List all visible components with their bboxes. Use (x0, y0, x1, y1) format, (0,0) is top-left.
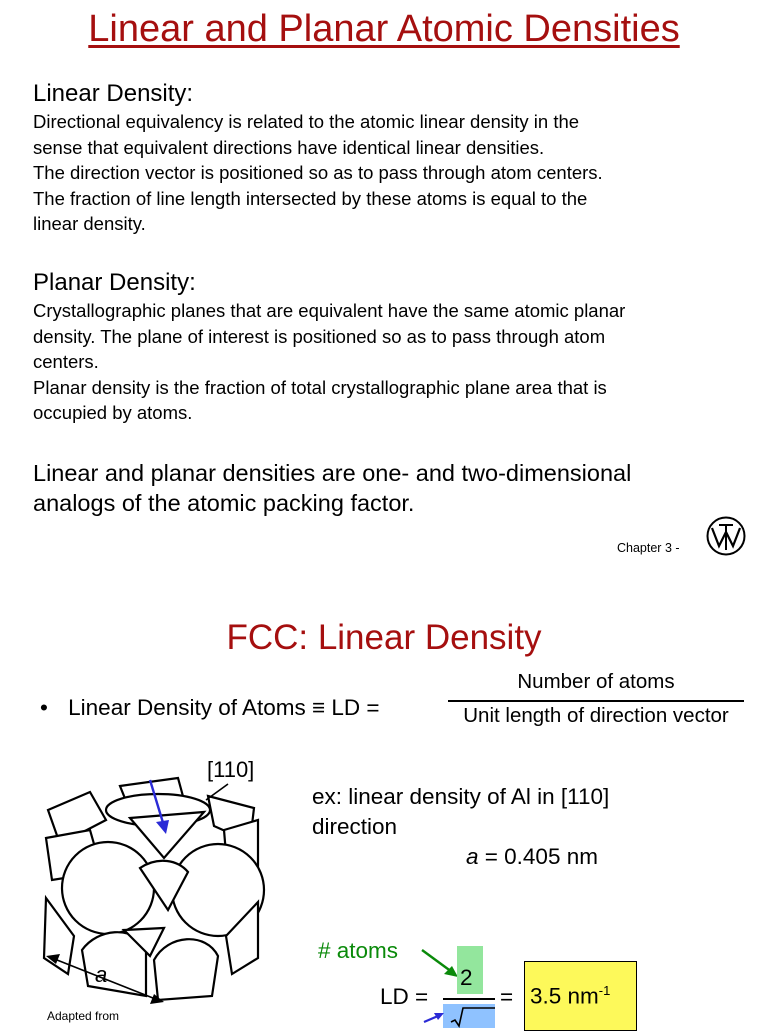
linear-density-heading: Linear Density: (33, 80, 194, 107)
analog-text (33, 458, 631, 518)
ld-definition-text: Linear Density of Atoms ≡ LD = (68, 695, 380, 720)
a-value: = 0.405 nm (478, 844, 598, 869)
result-number: 3.5 nm (530, 983, 599, 1009)
a-variable: a (466, 844, 479, 869)
text-line: density. The plane of interest is positioned so as to pass through atom (33, 325, 606, 347)
slide-title-fcc: FCC: Linear Density (226, 618, 542, 657)
chapter-footer: Chapter 3 - (617, 541, 680, 555)
equals-sign: = (500, 984, 514, 1009)
text-line: ex: linear density of Al in [110] (312, 784, 610, 809)
text-line: analogs of the atomic packing factor. (33, 490, 415, 516)
bullet: • (40, 695, 48, 720)
text-line: Directional equivalency is related to the atomic linear density in the (33, 111, 580, 132)
green-arrow-icon (418, 946, 460, 982)
text-line: occupied by atoms. (33, 402, 193, 423)
text-line: Linear and planar densities are one- and two-dimensional (33, 460, 632, 486)
numerator-value: 2 (460, 965, 473, 990)
fcc-unit-cell-illustration (28, 760, 278, 1010)
result-value (530, 983, 610, 1010)
example-text (312, 782, 692, 842)
planar-density-text (33, 298, 625, 426)
text-line: Planar density is the fraction of total crystallographic plane area that is (33, 376, 607, 398)
planar-density-heading: Planar Density: (33, 269, 196, 296)
text-line: linear density. (33, 213, 146, 234)
ld-label: LD = (380, 984, 429, 1009)
text-line: sense that equivalent directions have identical linear densities. (33, 136, 545, 158)
result-exponent: -1 (598, 983, 611, 998)
sqrt-icon (443, 1004, 495, 1028)
fraction-denominator: Unit length of direction vector (463, 704, 729, 727)
direction-label: [110] (207, 757, 255, 782)
text-line: direction (312, 814, 398, 839)
text-line: The direction vector is positioned so as to pass through atom centers. (33, 162, 603, 183)
fraction-numerator: Number of atoms (517, 670, 675, 693)
slide-title: Linear and Planar Atomic Densities (88, 8, 680, 50)
adapted-from-caption: Adapted from (47, 1009, 120, 1023)
text-line: Crystallographic planes that are equivalent have the same atomic planar (33, 300, 626, 321)
ld-definition (40, 695, 380, 721)
lattice-parameter-value (466, 844, 598, 870)
denominator-highlight (443, 1004, 495, 1028)
fraction-bar (448, 700, 744, 702)
result-fraction-bar (443, 998, 495, 1000)
linear-density-text (33, 109, 603, 237)
blue-arrow-icon (422, 1010, 446, 1024)
atoms-label: # atoms (318, 938, 399, 963)
text-line: The fraction of line length intersected by these atoms is equal to the (33, 187, 588, 209)
lattice-parameter-label: a (95, 962, 108, 987)
text-line: centers. (33, 351, 99, 372)
publisher-logo-icon (706, 516, 746, 556)
